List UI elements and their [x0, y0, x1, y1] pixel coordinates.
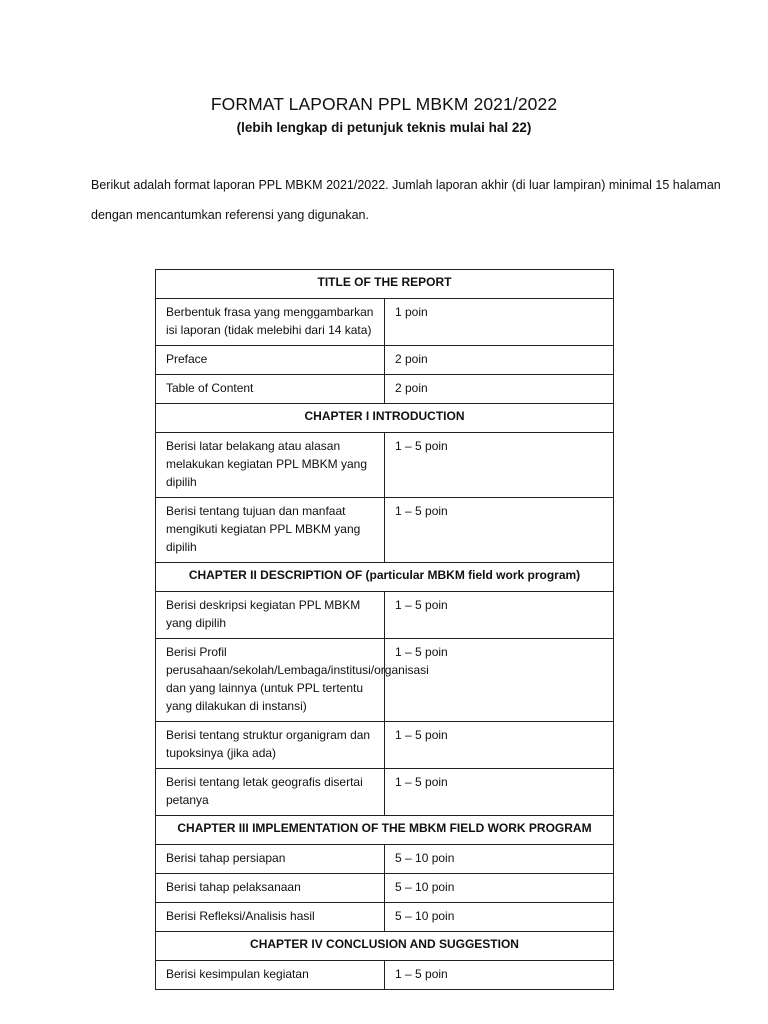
- item-points: 1 poin: [385, 299, 614, 346]
- item-points: 1 – 5 poin: [385, 639, 614, 722]
- item-points: 2 poin: [385, 375, 614, 404]
- table-row: [156, 433, 614, 498]
- item-description: Berisi tentang struktur organigram dan tupoksinya (jika ada): [156, 722, 385, 769]
- item-description: Berisi tahap pelaksanaan: [156, 874, 385, 903]
- item-points: 1 – 5 poin: [385, 433, 614, 498]
- section-heading: TITLE OF THE REPORT: [156, 270, 614, 299]
- section-heading-row: [156, 932, 614, 961]
- section-heading-row: [156, 404, 614, 433]
- item-points: 1 – 5 poin: [385, 498, 614, 563]
- item-points: 5 – 10 poin: [385, 874, 614, 903]
- section-heading: CHAPTER III IMPLEMENTATION OF THE MBKM FIELD WORK PROGRAM: [156, 816, 614, 845]
- item-points: 1 – 5 poin: [385, 769, 614, 816]
- section-heading-row: [156, 563, 614, 592]
- table-row: [156, 299, 614, 346]
- item-points: 5 – 10 poin: [385, 903, 614, 932]
- item-description: Berisi tahap persiapan: [156, 845, 385, 874]
- table-row: [156, 346, 614, 375]
- item-description: Preface: [156, 346, 385, 375]
- item-points: 1 – 5 poin: [385, 592, 614, 639]
- table-row: [156, 961, 614, 990]
- report-format-table: [155, 269, 614, 990]
- table-row: [156, 769, 614, 816]
- section-heading: CHAPTER IV CONCLUSION AND SUGGESTION: [156, 932, 614, 961]
- table-row: [156, 639, 614, 722]
- section-heading: CHAPTER II DESCRIPTION OF (particular MBKM field work program): [156, 563, 614, 592]
- section-heading: CHAPTER I INTRODUCTION: [156, 404, 614, 433]
- document-title: FORMAT LAPORAN PPL MBKM 2021/2022: [210, 94, 558, 114]
- section-heading-row: [156, 270, 614, 299]
- table-row: [156, 592, 614, 639]
- item-description: Berisi tentang letak geografis disertai petanya: [156, 769, 385, 816]
- intro-paragraph: Berikut adalah format laporan PPL MBKM 2021/2022. Jumlah laporan akhir (di luar lampiran) minimal 15 halaman dengan mencantumkan referensi yang digunakan.: [91, 178, 721, 222]
- table-row: [156, 722, 614, 769]
- item-description: Berisi latar belakang atau alasan melakukan kegiatan PPL MBKM yang dipilih: [156, 433, 385, 498]
- document-subtitle: (lebih lengkap di petunjuk teknis mulai hal 22): [236, 120, 532, 135]
- item-description: Berisi deskripsi kegiatan PPL MBKM yang dipilih: [156, 592, 385, 639]
- section-heading-row: [156, 816, 614, 845]
- table-row: [156, 498, 614, 563]
- item-points: 1 – 5 poin: [385, 722, 614, 769]
- table-row: [156, 845, 614, 874]
- item-points: 1 – 5 poin: [385, 961, 614, 990]
- item-description: Berisi kesimpulan kegiatan: [156, 961, 385, 990]
- report-table-body: [156, 270, 614, 990]
- item-description: Table of Content: [156, 375, 385, 404]
- item-points: 2 poin: [385, 346, 614, 375]
- item-points: 5 – 10 poin: [385, 845, 614, 874]
- item-description: Berisi Profil perusahaan/sekolah/Lembaga/institusi/organisasi dan yang lainnya (untuk PPL tertentu yang dilakukan di instansi): [156, 639, 385, 722]
- item-description: Berisi Refleksi/Analisis hasil: [156, 903, 385, 932]
- table-row: [156, 375, 614, 404]
- item-description: Berisi tentang tujuan dan manfaat mengikuti kegiatan PPL MBKM yang dipilih: [156, 498, 385, 563]
- item-description: Berbentuk frasa yang menggambarkan isi laporan (tidak melebihi dari 14 kata): [156, 299, 385, 346]
- table-row: [156, 903, 614, 932]
- table-row: [156, 874, 614, 903]
